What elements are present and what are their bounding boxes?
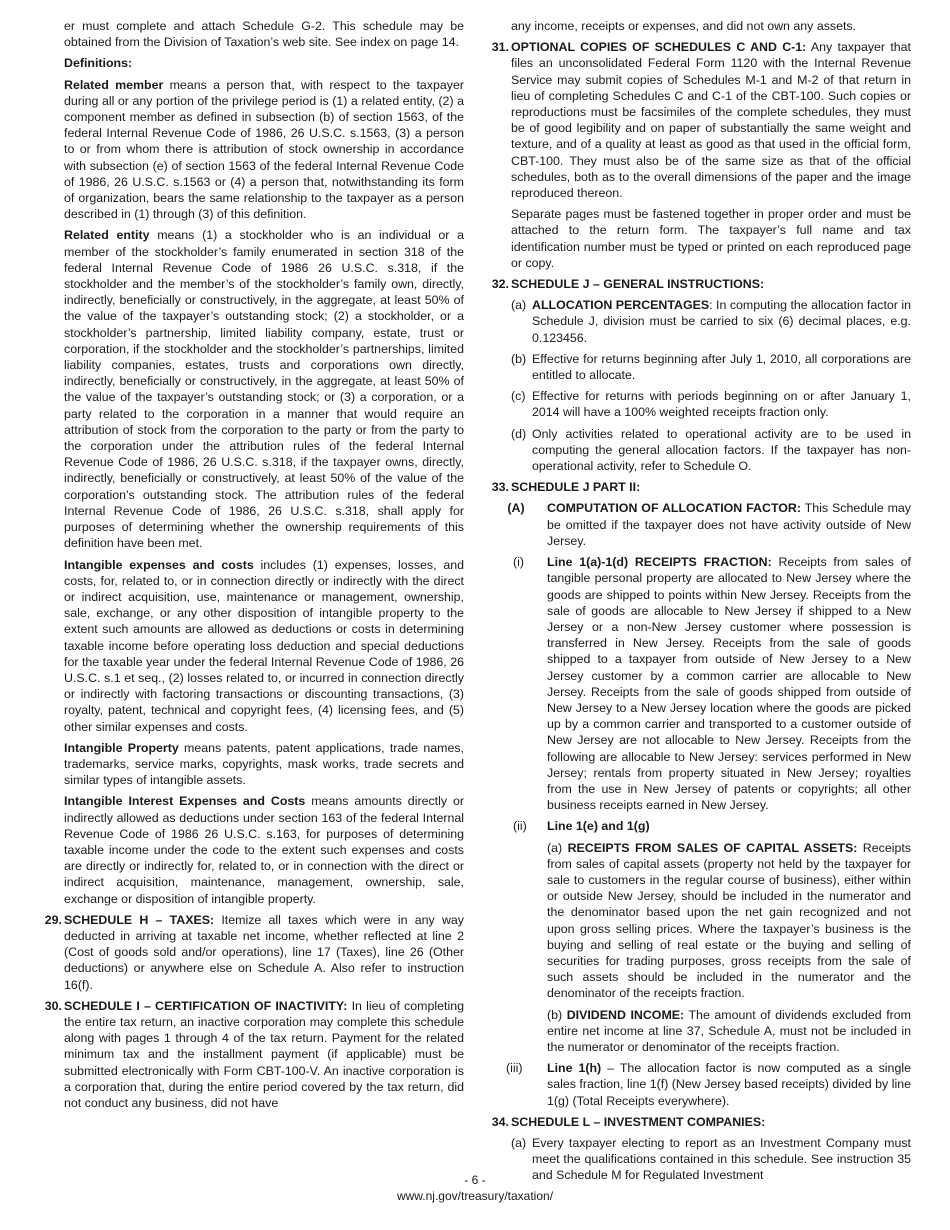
instruction-33-ii-b: (b) DIVIDEND INCOME: The amount of dividends excluded from entire net income at line 37, Schedule A, must not be included in the numerator or denominator of the receipts fraction. xyxy=(547,1007,911,1054)
instruction-34: 34. SCHEDULE L – INVESTMENT COMPANIES: xyxy=(491,1114,766,1129)
instruction-32-a: (a) ALLOCATION PERCENTAGES: In computing the allocation factor in Schedule J, division must be carried to six (6) decimal places, e.g. 0.123456. xyxy=(511,298,912,345)
instruction-33-A: (A) COMPUTATION OF ALLOCATION FACTOR: This Schedule may be omitted if the taxpayer does not have activity outside of New Jersey. xyxy=(507,501,911,548)
definition-related-member: Related member means a person that, with respect to the taxpayer during all or any portion of the privilege period is (1) a related entity, (2) a component member as defined in subsection (b) of section 1563, of the federal Internal Revenue Code of 1986, 26 U.S.C. s.1563, (3) a person to or from whom there is attribution of stock ownership in accordance with subsection (e) of section 1563 of the federal Internal Revenue Code of 1986, 26 U.S.C. s.1563 or (4) a person that, notwithstanding its form of organization, bears the same relationship to the taxpayer as a person described in (1) through (3) of this definition. xyxy=(64,77,464,222)
left-column xyxy=(44,18,465,1116)
instruction-29: 29. SCHEDULE H – TAXES: Itemize all taxes which were in any way deducted in arriving at taxable net income, whether reflected at line 2 (Cost of goods sold and/or operations), line 17 (Taxes), line 26 (Other deductions) or anywhere else on Schedule A. Also refer to instruction 16(f). xyxy=(44,912,464,992)
instruction-34-a: (a) Every taxpayer electing to report as an Investment Company must meet the qualifications contained in this schedule. See instruction 35 and Schedule M for Regulated Investment xyxy=(511,1136,911,1183)
definitions-heading: Definitions: xyxy=(64,56,133,71)
instruction-33: 33. SCHEDULE J PART II: xyxy=(491,480,641,495)
instruction-32-b: (b) Effective for returns beginning after July 1, 2010, all corporations are entitled to allocate. xyxy=(511,351,911,383)
intro-paragraph: er must complete and attach Schedule G-2. This schedule may be obtained from the Division of Taxation’s web site. See index on page 14. xyxy=(64,19,464,50)
footer-url[interactable]: www.nj.gov/treasury/taxation/ xyxy=(396,1189,554,1203)
definition-related-entity: Related entity means (1) a stockholder who is an individual or a member of the stockholder’s family enumerated in section 318 of the federal Internal Revenue Code of 1986 26 U.S.C. s.318, if the stockholder and the member’s of the stockholder’s family own, directly, indirectly, beneficially or constructively, in the aggregate, at least 50% of the value of the taxpayer’s outstanding stock; (2) a stockholder, or a stockholder’s partnership, limited liability company, estate, trust or corporation, if the stockholder and the stockholder’s partnerships, limited liability companies, estates, trusts and corporations own directly, indirectly, beneficially or constructively, in the aggregate, at least 50% of the value of the taxpayer’s outstanding stock; or (3) a corporation, or a party related to the corporation in a manner that would require an attribution of stock from the corporation to the party or from the party to the corporation under the attribution rules of the federal Internal Revenue Code of 1986, 26 U.S.C. s.318, if the taxpayer owns, directly, indirectly, beneficially or constructively, at least 50% of the value of the corporation’s outstanding stock. The attribution rules of the federal Internal Revenue Code of 1986, 26 U.S.C. s.318, shall apply for purposes of determining whether the ownership requirements of this definition have been met. xyxy=(64,228,465,551)
instruction-32: 32. SCHEDULE J – GENERAL INSTRUCTIONS: xyxy=(491,277,765,292)
instruction-33-i: (i) Line 1(a)-1(d) RECEIPTS FRACTION: Receipts from sales of tangible personal property are allocated to New Jersey where the goods are shipped to points within New Jersey. Receipts from the sale of goods are allocable to New Jersey if shipped to a New Jersey or a non-New Jersey customer where possession is transferred in New Jersey. Receipts from the sale of goods shipped to a taxpayer from outside of New Jersey to a New Jersey customer by a common carrier are allocable to New Jersey. Receipts from the sale of goods shipped from outside of New Jersey to a New Jersey location where the goods are picked up by a common carrier and transported to a customer outside of New Jersey are not allocable to New Jersey. Receipts from the following are allocable to New Jersey: services performed in New Jersey; rentals from property situated in New Jersey; royalties from the use in New Jersey of patents or copyrights; all other business receipts earned in New Jersey. xyxy=(513,555,911,813)
definition-intangible-property: Intangible Property means patents, patent applications, trade names, trademarks, service marks, copyrights, mask works, trade secrets and similar types of intangible assets. xyxy=(64,740,464,788)
instruction-30: 30. SCHEDULE I – CERTIFICATION OF INACTIVITY: In lieu of completing the entire tax return, an inactive corporation may complete this schedule along with pages 1 through 4 of the tax return. Payment for the related minimum tax and the installment payment (if applicable) must be submitted electronically with Form CBT-100-V. An inactive corporation is a corporation that, during the entire period covered by the tax return, did not conduct any business, did not have xyxy=(44,998,464,1110)
instruction-31: 31. OPTIONAL COPIES OF SCHEDULES C AND C-1: Any taxpayer that files an unconsolidated Federal Form 1120 with the Internal Revenue Service may submit copies of Schedules M-1 and M-2 of that return in lieu of completing Schedules C and C-1 of the CBT-100. Such copies or reproductions must be facsimiles of the complete schedules, they must be of good legibility and on paper of substantially the same weight and texture, and of a quality at least as good as that used in the official form, CBT-100. They must also be of the same size as that of the official schedules, both as to the overall dimensions of the paper and the image reproduced thereon. xyxy=(491,40,911,201)
definition-intangible-expenses: Intangible expenses and costs includes (1) expenses, losses, and costs, for, related to, or in connection directly or indirectly with the direct or indirect acquisition, use, maintenance or management, ownership, sale, exchange, or any other disposition of intangible property to the extent such amounts are allowed as deductions or costs in determining taxable income before operating loss deduction and special deductions for the taxable year under the federal Internal Revenue Code of 1986, 26 U.S.C. s.1 et seq., (2) losses related to, or incurred in connection directly or indirectly with factoring transactions or discounting transactions, (3) royalty, patent, technical and copyright fees, (4) licensing fees, and (5) other similar expenses and costs. xyxy=(64,557,464,734)
instruction-32-d: (d) Only activities related to operational activity are to be used in computing the general allocation factors. If the taxpayer has non-operational activity, refer to Schedule O. xyxy=(511,426,911,474)
page-number: - 6 - xyxy=(464,1173,486,1187)
instruction-32-c: (c) Effective for returns with periods beginning on or after January 1, 2014 will have a 100% weighted receipts fraction only. xyxy=(511,389,911,420)
continuation-text: any income, receipts or expenses, and did not own any assets. xyxy=(511,19,857,33)
instruction-33-ii: (ii) Line 1(e) and 1(g) xyxy=(513,819,650,834)
instruction-33-iii: (iii) Line 1(h) – The allocation factor is now computed as a single sales fraction, line 1(f) (New Jersey based receipts) divided by line 1(g) (Total Receipts everywhere). xyxy=(506,1061,911,1108)
instruction-31-para2: Separate pages must be fastened together in proper order and must be attached to the return form. The taxpayer’s full name and tax identification number must be typed or printed on each reproduced page or copy. xyxy=(511,207,911,270)
instruction-33-ii-a: (a) RECEIPTS FROM SALES OF CAPITAL ASSETS: Receipts from sales of capital assets (property not held by the taxpayer for sale to customers in the regular course of business), either within or outside New Jersey, should be included in the numerator and the denominator based upon the net gain recognized and not upon gross selling prices. Where the taxpayer’s business is the buying and selling of real estate or the buying and selling of securities for trading purposes, gross receipts from the sale of such assets should be included in the numerator and the denominator of the receipts fraction. xyxy=(547,840,911,1001)
right-column xyxy=(491,18,912,1189)
definition-intangible-interest: Intangible Interest Expenses and Costs means amounts directly or indirectly allowed as deductions under section 163 of the federal Internal Revenue Code of 1986 26 U.S.C. s.163, for purposes of determining taxable income under the code to the extent such expenses and costs are directly or indirectly for, related to, or in connection with the direct or indirect acquisition, maintenance, management, ownership, sale, exchange or disposition of intangible property. xyxy=(64,794,464,906)
